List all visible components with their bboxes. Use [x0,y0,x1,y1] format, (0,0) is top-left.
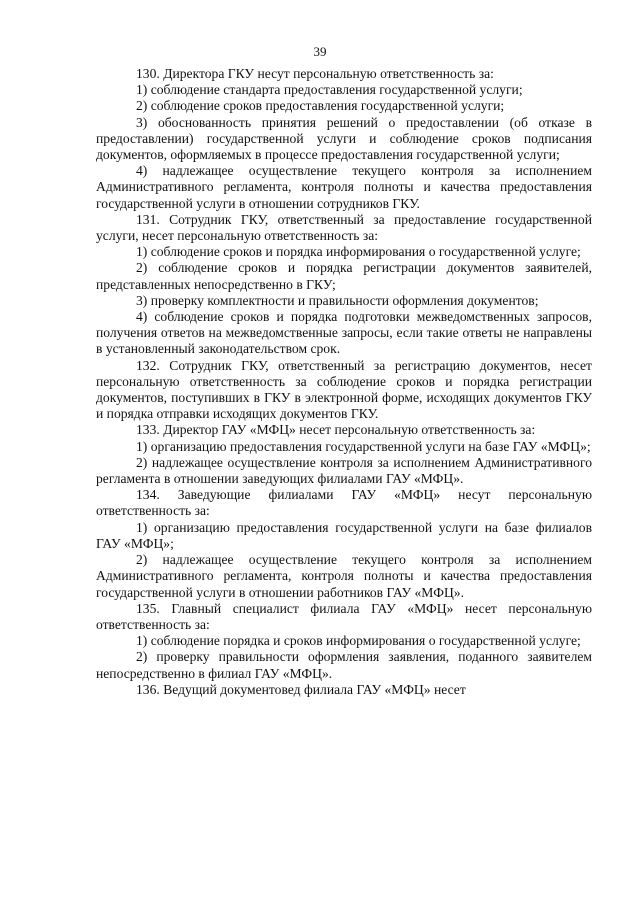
page-number: 39 [313,44,327,59]
list-item: 2) проверку правильности оформления заявления, поданного заявителем непосредственно в филиал ГАУ «МФЦ». [96,649,592,681]
list-item: 2) соблюдение сроков и порядка регистрации документов заявителей, представленных непосредственно в ГКУ; [96,260,592,292]
list-item: 2) надлежащее осуществление текущего контроля за исполнением Административного регламента, контроля полноты и качества предоставления государственной услуги в отношении работников ГАУ «МФЦ». [96,552,592,600]
list-item: 1) соблюдение стандарта предоставления государственной услуги; [136,82,523,98]
paragraph-136: 136. Ведущий документовед филиала ГАУ «МФЦ» несет [136,681,466,697]
list-item: 3) проверку комплектности и правильности оформления документов; [136,292,539,308]
list-item: 4) соблюдение сроков и порядка подготовки межведомственных запросов, получения ответов на межведомственные запросы, если такие ответы не направлены в установленный законодательством срок. [96,309,592,357]
paragraph-131: 131. Сотрудник ГКУ, ответственный за предоставление государственной услуги, несет персональную ответственность за: [96,211,592,244]
list-item: 1) соблюдение порядка и сроков информирования о государственной услуге; [136,633,581,649]
list-item: 1) соблюдение сроков и порядка информирования о государственной услуге; [136,244,581,260]
paragraph-133: 133. Директор ГАУ «МФЦ» несет персональную ответственность за: [136,422,536,438]
list-item: 2) надлежащее осуществление контроля за исполнением Административного регламента в отношении заведующих филиалами ГАУ «МФЦ». [96,454,592,487]
list-item: 1) организацию предоставления государственной услуги на базе ГАУ «МФЦ»; [136,438,591,454]
paragraph-132: 132. Сотрудник ГКУ, ответственный за регистрацию документов, несет персональную ответственность за соблюдение сроков и порядка регистрации документов, поступивших в ГКУ в электронной форме, исходящих документов ГКУ и порядка отправки исходящих документов ГКУ. [96,357,592,422]
list-item: 3) обоснованность принятия решений о предоставлении (об отказе в предоставлении) государственной услуги и соблюдение сроков подписания документов, оформляемых в процессе предоставления государственной услуги; [96,114,592,163]
list-item: 4) надлежащее осуществление текущего контроля за исполнением Административного регламента, контроля полноты и качества предоставления государственной услуги в отношении сотрудников ГКУ. [96,163,592,211]
list-item: 1) организацию предоставления государственной услуги на базе филиалов ГАУ «МФЦ»; [96,519,592,551]
list-item: 2) соблюдение сроков предоставления государственной услуги; [136,98,505,114]
document-body [96,66,592,698]
paragraph-135: 135. Главный специалист филиала ГАУ «МФЦ» несет персональную ответственность за: [96,600,592,632]
paragraph-134: 134. Заведующие филиалами ГАУ «МФЦ» несут персональную ответственность за: [96,487,592,519]
paragraph-130: 130. Директора ГКУ несут персональную ответственность за: [136,66,494,81]
